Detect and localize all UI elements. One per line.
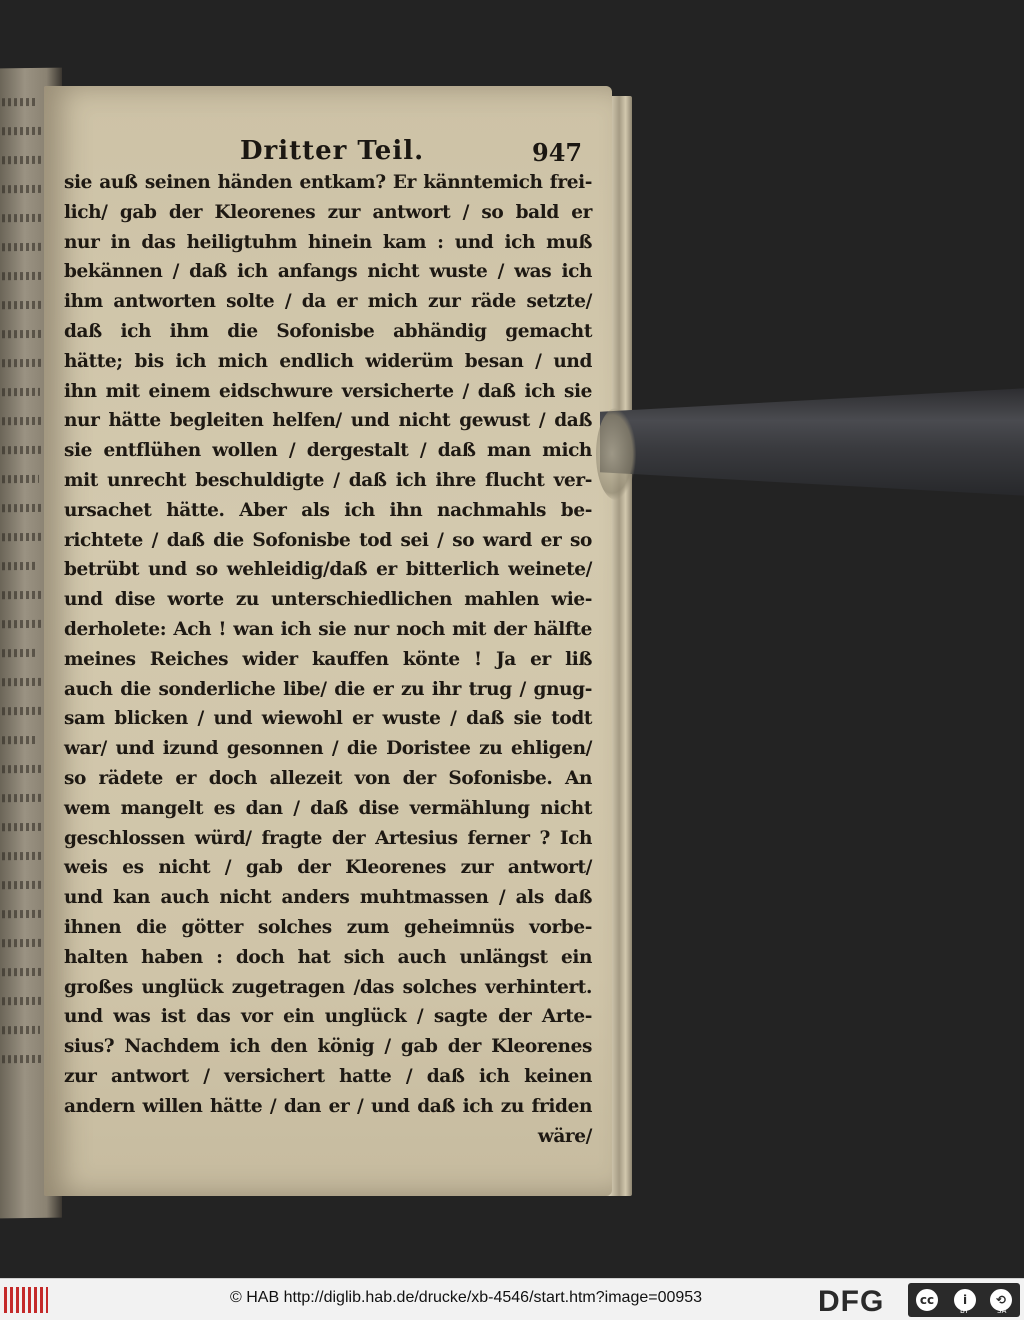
viewer-footer (0, 1278, 1024, 1320)
text-line: geschlossen würd/ fragte der Artesius ferner ? Ich (64, 827, 592, 849)
previous-page-text-fragment (2, 301, 41, 309)
page-number: 947 (532, 138, 583, 167)
previous-page-text-fragment (2, 736, 36, 744)
text-line: großes unglück zugetragen /das solches verhintert. (64, 976, 592, 998)
hab-barcode-logo-icon (4, 1287, 48, 1313)
previous-page-text-fragment (2, 649, 37, 657)
text-line: und dise worte zu unterschiedlichen mahlen wie- (64, 589, 592, 611)
text-line: wem mangelt es dan / daß dise vermählung nicht (64, 797, 592, 819)
sa-icon: ⟲ (988, 1287, 1014, 1313)
text-line: ursachet hätte. Aber als ich ihn nachmahls be- (64, 499, 592, 521)
text-line: nur hätte begleiten helfen/ und nicht gewust / daß (64, 410, 592, 432)
holding-strap (600, 388, 1024, 496)
previous-page-text-fragment (2, 1055, 47, 1063)
previous-page-text-fragment (2, 475, 39, 483)
text-line: war/ und izund gesonnen / die Doristee zu ehligen/ (64, 738, 592, 760)
text-line: zur antwort / versichert hatte / daß ich keinen (64, 1065, 592, 1087)
text-line: betrübt und so wehleidig/daß er bitterlich weinete/ (64, 559, 592, 581)
previous-page-text-fragment (2, 330, 48, 338)
previous-page-text-fragment (2, 98, 36, 106)
previous-page-text-fragment (2, 417, 47, 425)
source-link[interactable]: © HAB http://diglib.hab.de/drucke/xb-4546/start.htm?image=00953 (230, 1289, 703, 1306)
previous-page-text-fragment (2, 214, 42, 222)
text-line: daß ich ihm die Sofonisbe abhändig gemacht (64, 320, 592, 342)
previous-page-text-fragment (2, 562, 38, 570)
dfg-logo: DFG (818, 1285, 885, 1318)
text-line: wäre/ (537, 1125, 592, 1147)
previous-page-text-fragment (2, 678, 44, 686)
text-line: sie entflühen wollen / dergestalt / daß man mich (64, 440, 592, 462)
text-line: lich/ gab der Kleorenes zur antwort / so bald er (64, 201, 592, 223)
text-line: und kan auch nicht anders muhtmassen / als daß (64, 887, 592, 909)
text-line: bekännen / daß ich anfangs nicht wuste / was ich (64, 261, 592, 283)
previous-page-text-fragment (2, 1026, 40, 1034)
by-label: BY (960, 1307, 969, 1315)
cc-license-badge[interactable] (908, 1283, 1020, 1317)
text-line: richtete / daß die Sofonisbe tod sei / so ward er so (64, 529, 592, 551)
text-line: sie auß seinen händen entkam? Er känntemich frei- (64, 172, 592, 193)
previous-page-text-fragment (2, 881, 49, 889)
by-icon: i (952, 1287, 978, 1313)
text-line: ihnen die götter solches zum geheimnüs vorbe- (64, 916, 592, 938)
previous-page-text-fragment (2, 939, 41, 947)
previous-page-text-fragment (2, 156, 50, 165)
text-line: ihm antworten solte / da er mich zur räde setzte/ (64, 291, 592, 313)
text-line: meines Reiches wider kauffen könte ! Ja er liß (64, 648, 592, 670)
text-line: auch die sonderliche libe/ die er zu ihr trug / gnug- (64, 678, 592, 700)
previous-page-text-fragment (2, 243, 49, 251)
text-line: sam blicken / und wiewohl er wuste / daß sie todt (64, 708, 592, 730)
text-line: ihn mit einem eidschwure versicherte / daß ich sie (64, 380, 592, 402)
strap-tip (596, 408, 636, 500)
previous-page-text-fragment (2, 504, 46, 512)
text-line: nur in das heiligtuhm hinein kam : und ich muß (64, 231, 592, 253)
text-line: hätte; bis ich mich endlich widerüm besan / und (64, 350, 592, 372)
text-line: derholete: Ach ! wan ich sie nur noch mit der hälfte (64, 618, 592, 640)
cc-icon: cc (914, 1287, 940, 1313)
text-line: halten haben : doch hat sich auch unlängst ein (64, 946, 592, 968)
previous-page-text-fragment (2, 765, 43, 773)
text-line: mit unrecht beschuldigte / daß ich ihre flucht ver- (64, 469, 592, 491)
previous-page-text-fragment (2, 794, 50, 803)
text-line: sius? Nachdem ich den könig / gab der Kleorenes (64, 1036, 592, 1058)
previous-page-text-fragment (2, 852, 42, 860)
text-line: so rädete er doch allezeit von der Sofonisbe. An (64, 767, 592, 789)
body-text (64, 168, 592, 1151)
text-line: andern willen hätte / dan er / und daß ich zu friden (64, 1095, 592, 1117)
text-line: weis es nicht / gab der Kleorenes zur antwort/ (64, 857, 592, 879)
sa-label: SA (997, 1307, 1007, 1315)
running-head: Dritter Teil. (240, 136, 425, 166)
previous-page-text-fragment (2, 968, 48, 976)
previous-page-text-fragment (2, 127, 43, 135)
previous-page-text-fragment (2, 388, 40, 396)
previous-page-text-fragment (2, 591, 45, 599)
text-line: und was ist das vor ein unglück / sagte der Arte- (64, 1006, 592, 1028)
